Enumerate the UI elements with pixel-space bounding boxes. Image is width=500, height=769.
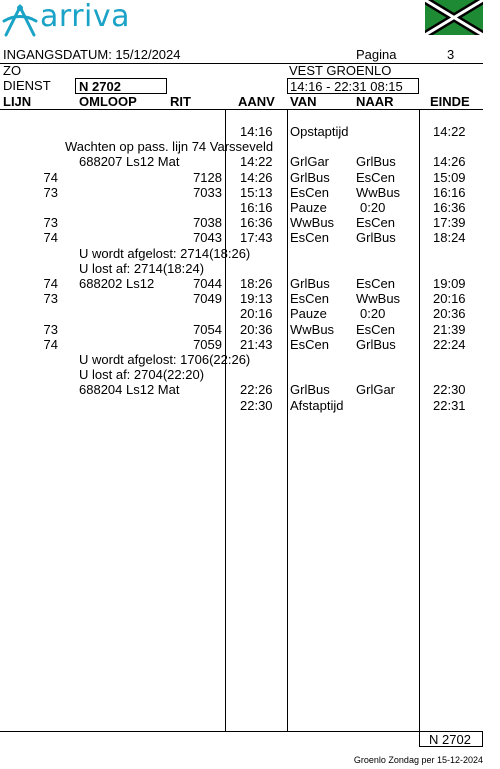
cell-naar: EsCen [356, 276, 396, 291]
cell-lijn: 73 [43, 291, 58, 307]
cell-aanv: 21:43 [240, 336, 273, 352]
cell-omloop: 688202 Ls12 [79, 276, 155, 291]
table-row [0, 230, 500, 245]
cell-einde: 14:22 [433, 124, 466, 139]
cell-lijn: 74 [43, 336, 58, 352]
cell-einde: 16:16 [433, 184, 466, 200]
divider [0, 63, 483, 64]
table-row [0, 306, 500, 321]
arriva-logo-icon [2, 3, 38, 37]
cell-aanv: 14:22 [240, 154, 273, 170]
table-row [0, 322, 500, 337]
pagina-number: 3 [447, 47, 455, 62]
cell-aanv: 22:26 [240, 382, 273, 398]
cell-van: EsCen [290, 184, 330, 200]
table-row [0, 200, 500, 215]
cell-naar: GrlBus [356, 336, 396, 352]
cell-naar: 0:20 [360, 306, 386, 322]
cell-aanv: 17:43 [240, 230, 273, 246]
cell-einde: 14:26 [433, 154, 466, 170]
col-naar: NAAR [356, 94, 394, 109]
cell-einde: 22:30 [433, 382, 466, 398]
cell-van: Pauze [290, 306, 327, 322]
cell-einde: 15:09 [433, 169, 466, 185]
cell-van: EsCen [290, 336, 330, 352]
location-label: VEST GROENLO [289, 63, 392, 78]
cell-lijn: 74 [43, 230, 58, 246]
cell-rit: 7049 [193, 291, 222, 307]
cell-aanv: 20:16 [240, 306, 273, 322]
table-row [0, 261, 500, 276]
footer-text: Groenlo Zondag per 15-12-2024 [353, 755, 483, 765]
table-row [0, 185, 500, 200]
cell-van: EsCen [290, 291, 330, 307]
col-rit: RIT [170, 94, 191, 109]
cell-aanv: 14:16 [240, 124, 273, 139]
cell-aanv: 20:36 [240, 321, 273, 337]
cell-van: Afstaptijd [290, 397, 344, 413]
cell-aanv: 19:13 [240, 291, 273, 307]
cell-einde: 21:39 [433, 321, 466, 337]
cell-einde: 20:16 [433, 291, 466, 307]
cell-aanv: 15:13 [240, 184, 273, 200]
table-row [0, 139, 500, 154]
cell-einde: 20:36 [433, 306, 466, 322]
cell-omloop: 688207 Ls12 Mat [79, 154, 180, 170]
cell-rit: 7044 [193, 276, 222, 291]
cell-van: EsCen [290, 230, 330, 246]
cell-omloop: 688204 Ls12 Mat [79, 382, 180, 398]
cell-rit: 7054 [193, 321, 222, 337]
cell-naar: GrlGar [356, 382, 395, 398]
col-van: VAN [290, 94, 317, 109]
bottom-dienst-value: N 2702 [429, 732, 471, 747]
cell-einde: 18:24 [433, 230, 466, 246]
table-row [0, 276, 500, 291]
cell-lijn: 74 [43, 169, 58, 185]
table-row [0, 352, 500, 367]
row-note: U wordt afgelost: 1706(22:26) [79, 352, 251, 367]
cell-van: WwBus [290, 321, 335, 337]
table-row [0, 398, 500, 413]
cell-einde: 22:24 [433, 336, 466, 352]
col-aanv: AANV [238, 94, 275, 109]
day-label: ZO [3, 63, 22, 78]
cell-naar: EsCen [356, 215, 396, 231]
cell-einde: 16:36 [433, 200, 466, 215]
cell-rit: 7033 [193, 184, 222, 200]
cell-lijn: 73 [43, 184, 58, 200]
dienst-value: N 2702 [79, 79, 121, 94]
col-omloop: OMLOOP [79, 94, 137, 109]
cell-van: GrlBus [290, 276, 330, 291]
row-note: U lost af: 2714(18:24) [79, 260, 205, 276]
cell-aanv: 18:26 [240, 276, 273, 291]
ingangsdatum: INGANGSDATUM: 15/12/2024 [3, 47, 181, 62]
cell-naar: GrlBus [356, 230, 396, 246]
cell-van: Pauze [290, 200, 327, 215]
table-row [0, 170, 500, 185]
row-note: Wachten op pass. lijn 74 Varsseveld [65, 139, 274, 155]
shift-times: 14:16 - 22:31 08:15 [290, 79, 403, 94]
achterhoek-flag-icon [425, 0, 483, 35]
table-row [0, 367, 500, 382]
cell-rit: 7038 [193, 215, 222, 231]
cell-einde: 22:31 [433, 397, 466, 413]
divider [0, 109, 483, 110]
cell-rit: 7059 [193, 336, 222, 352]
cell-naar: EsCen [356, 321, 396, 337]
col-einde: EINDE [430, 94, 470, 109]
cell-naar: GrlBus [356, 154, 396, 170]
table-row [0, 382, 500, 397]
cell-naar: 0:20 [360, 200, 386, 215]
dienst-label: DIENST [3, 78, 51, 93]
cell-aanv: 16:16 [240, 200, 273, 215]
cell-rit: 7043 [193, 230, 222, 246]
cell-aanv: 22:30 [240, 397, 273, 413]
cell-einde: 17:39 [433, 215, 466, 231]
brand-name: arriva [40, 0, 130, 34]
table-row [0, 154, 500, 169]
cell-naar: EsCen [356, 169, 396, 185]
col-lijn: LIJN [3, 94, 32, 109]
cell-naar: WwBus [356, 184, 401, 200]
cell-van: GrlBus [290, 382, 330, 398]
divider [0, 731, 483, 732]
table-row [0, 291, 500, 306]
cell-lijn: 73 [43, 215, 58, 231]
cell-aanv: 14:26 [240, 169, 273, 185]
cell-einde: 19:09 [433, 276, 466, 291]
row-note: U lost af: 2704(22:20) [79, 367, 205, 383]
cell-van: Opstaptijd [290, 124, 349, 139]
cell-van: WwBus [290, 215, 335, 231]
cell-aanv: 16:36 [240, 215, 273, 231]
cell-naar: WwBus [356, 291, 401, 307]
table-row [0, 337, 500, 352]
row-note: U wordt afgelost: 2714(18:26) [79, 245, 251, 261]
cell-lijn: 74 [43, 276, 58, 291]
cell-rit: 7128 [193, 169, 222, 185]
cell-van: GrlGar [290, 154, 329, 170]
pagina-label: Pagina [356, 47, 397, 62]
table-row [0, 124, 500, 139]
table-row [0, 246, 500, 261]
cell-lijn: 73 [43, 321, 58, 337]
table-row [0, 215, 500, 230]
cell-van: GrlBus [290, 169, 330, 185]
